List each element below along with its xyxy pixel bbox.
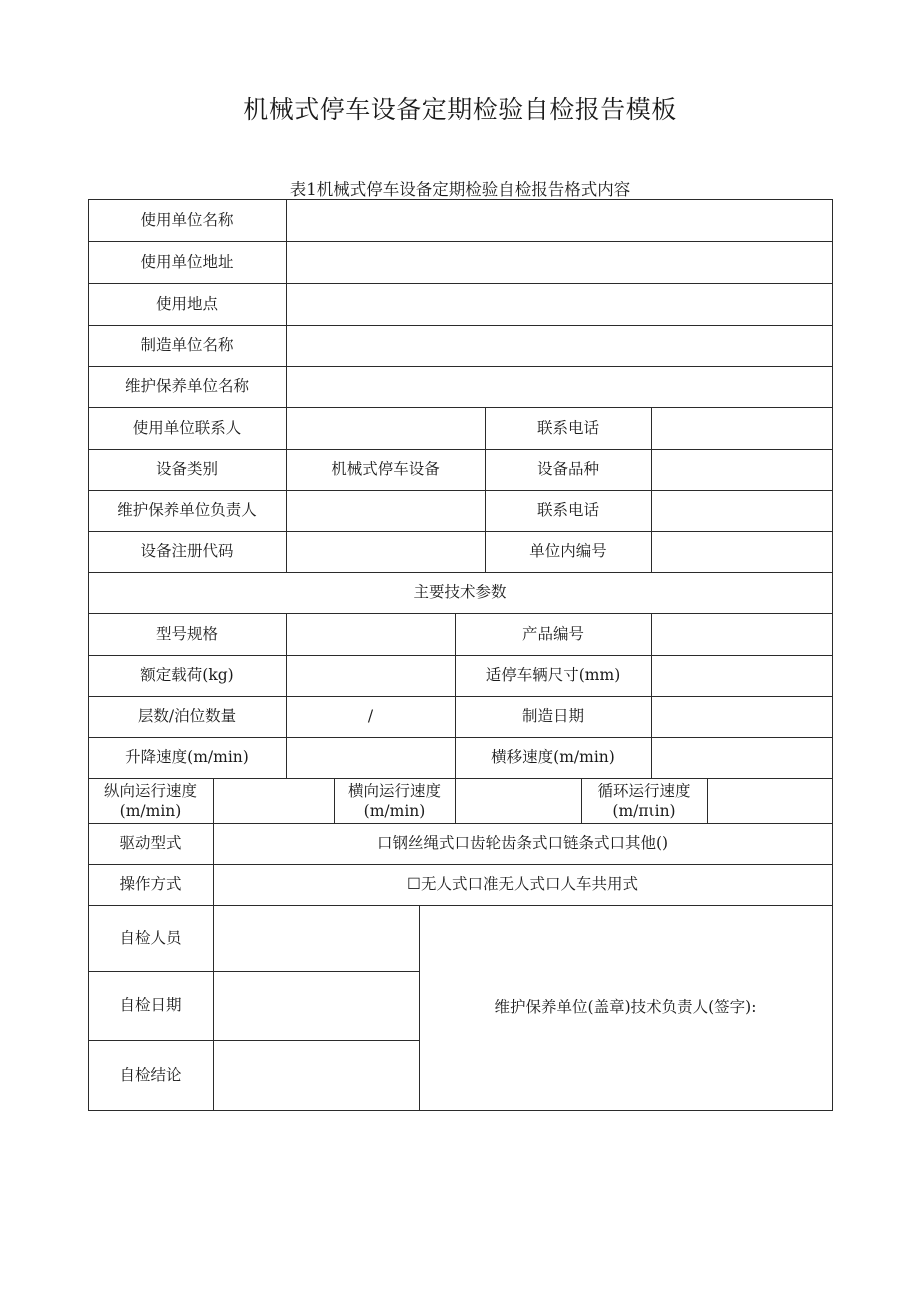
table-border-top xyxy=(88,199,832,200)
table-caption: 表1机械式停车设备定期检验自检报告格式内容 xyxy=(289,180,631,199)
label-traverse-speed: 横移速度(m/min) xyxy=(491,748,615,766)
table-border-right xyxy=(832,199,833,1110)
table-border-bottom xyxy=(88,1110,833,1111)
value-floors-spaces: / xyxy=(367,707,374,725)
grid-line xyxy=(651,613,652,778)
options-operation-mode[interactable]: ☐无人式口准无人式口人车共用式 xyxy=(407,875,638,893)
label-contact-phone-2: 联系电话 xyxy=(536,501,599,519)
label-internal-number: 单位内编号 xyxy=(529,542,607,560)
grid-line xyxy=(419,905,420,1110)
field-equipment-variety[interactable] xyxy=(651,449,832,490)
grid-line xyxy=(286,613,287,778)
label-inspection-date: 自检日期 xyxy=(119,996,182,1014)
options-drive-type[interactable]: 口钢丝绳式口齿轮齿条式口链条式口其他() xyxy=(376,834,669,852)
label-usage-location: 使用地点 xyxy=(155,294,218,313)
label-floors-spaces: 层数/泊位数量 xyxy=(137,707,237,725)
label-lateral-speed-line2: (m/min) xyxy=(363,801,426,820)
field-inspection-date[interactable] xyxy=(213,971,419,1040)
field-user-unit-name[interactable] xyxy=(286,199,832,241)
label-cycle-speed-line2: (m/πιin) xyxy=(612,801,676,820)
label-equipment-variety: 设备品种 xyxy=(536,460,599,478)
field-rated-load[interactable] xyxy=(286,655,455,696)
label-maintenance-head: 维护保养单位负责人 xyxy=(117,501,257,519)
field-manufacture-date[interactable] xyxy=(651,696,832,737)
grid-line xyxy=(88,971,419,972)
grid-line xyxy=(88,531,832,532)
label-lateral-speed xyxy=(334,778,455,823)
field-lift-speed[interactable] xyxy=(286,737,455,778)
field-inspection-conclusion[interactable] xyxy=(213,1040,419,1110)
label-equipment-category: 设备类别 xyxy=(155,460,218,478)
label-cycle-speed xyxy=(581,778,707,823)
field-maintenance-unit-name[interactable] xyxy=(286,366,832,407)
label-registration-code: 设备注册代码 xyxy=(140,542,234,560)
grid-line xyxy=(88,905,832,906)
grid-line xyxy=(88,737,832,738)
label-lateral-speed-line1: 横向运行速度 xyxy=(347,781,441,800)
field-registration-code[interactable] xyxy=(286,531,485,572)
grid-line xyxy=(455,778,456,823)
label-manufacture-date: 制造日期 xyxy=(521,707,584,725)
field-traverse-speed[interactable] xyxy=(651,737,832,778)
label-model-spec: 型号规格 xyxy=(155,624,218,643)
label-product-number: 产品编号 xyxy=(521,624,584,643)
document-title: 机械式停车设备定期检验自检报告模板 xyxy=(243,95,677,124)
grid-line xyxy=(88,572,832,573)
grid-line xyxy=(88,366,832,367)
field-contact-phone-2[interactable] xyxy=(651,490,832,531)
field-usage-location[interactable] xyxy=(286,283,832,325)
grid-line xyxy=(651,407,652,572)
label-longitudinal-speed-line1: 纵向运行速度 xyxy=(103,781,197,800)
field-user-unit-address[interactable] xyxy=(286,241,832,283)
field-product-number[interactable] xyxy=(651,613,832,655)
grid-line xyxy=(88,613,832,614)
label-user-unit-name: 使用单位名称 xyxy=(140,210,234,229)
field-vehicle-size[interactable] xyxy=(651,655,832,696)
grid-line xyxy=(88,449,832,450)
grid-line xyxy=(88,864,832,865)
grid-line xyxy=(286,199,287,572)
grid-line xyxy=(88,407,832,408)
grid-line xyxy=(88,325,832,326)
grid-line xyxy=(334,778,335,823)
field-model-spec[interactable] xyxy=(286,613,455,655)
field-inspector[interactable] xyxy=(213,905,419,971)
grid-line xyxy=(88,655,832,656)
grid-line xyxy=(88,490,832,491)
grid-line xyxy=(581,778,582,823)
label-inspection-conclusion: 自检结论 xyxy=(119,1065,182,1084)
label-inspector: 自检人员 xyxy=(119,928,182,947)
grid-line xyxy=(455,613,456,778)
label-user-contact: 使用单位联系人 xyxy=(132,418,242,437)
label-lift-speed: 升降速度(m/min) xyxy=(125,748,249,766)
value-equipment-category: 机械式停车设备 xyxy=(331,460,440,478)
label-operation-mode: 操作方式 xyxy=(119,875,182,893)
grid-line xyxy=(213,778,214,1110)
grid-line xyxy=(88,823,832,824)
field-user-contact[interactable] xyxy=(286,407,485,449)
signature-block[interactable]: 维护保养单位(盖章)技术负责人(签字): xyxy=(494,998,757,1016)
field-cycle-speed[interactable] xyxy=(707,778,832,823)
label-maintenance-unit-name: 维护保养单位名称 xyxy=(124,377,249,395)
grid-line xyxy=(88,283,832,284)
field-lateral-speed[interactable] xyxy=(455,778,581,823)
grid-line xyxy=(88,1040,419,1041)
field-internal-number[interactable] xyxy=(651,531,832,572)
label-manufacturer-name: 制造单位名称 xyxy=(140,336,234,354)
section-main-params: 主要技术参数 xyxy=(413,583,507,601)
field-contact-phone[interactable] xyxy=(651,407,832,449)
grid-line xyxy=(88,241,832,242)
label-vehicle-size: 适停车辆尺寸(mm) xyxy=(485,666,621,684)
table-border-left xyxy=(88,199,89,1110)
grid-line xyxy=(88,778,832,779)
label-longitudinal-speed xyxy=(88,778,213,823)
label-drive-type: 驱动型式 xyxy=(119,834,182,852)
label-rated-load: 额定载荷(kg) xyxy=(140,666,234,684)
label-longitudinal-speed-line2: (m/min) xyxy=(119,801,182,820)
label-cycle-speed-line1: 循环运行速度 xyxy=(597,781,691,800)
grid-line xyxy=(707,778,708,823)
field-longitudinal-speed[interactable] xyxy=(213,778,334,823)
field-maintenance-head[interactable] xyxy=(286,490,485,531)
label-contact-phone: 联系电话 xyxy=(536,418,599,437)
grid-line xyxy=(88,696,832,697)
grid-line xyxy=(485,407,486,572)
field-manufacturer-name[interactable] xyxy=(286,325,832,366)
label-user-unit-address: 使用单位地址 xyxy=(140,252,234,271)
